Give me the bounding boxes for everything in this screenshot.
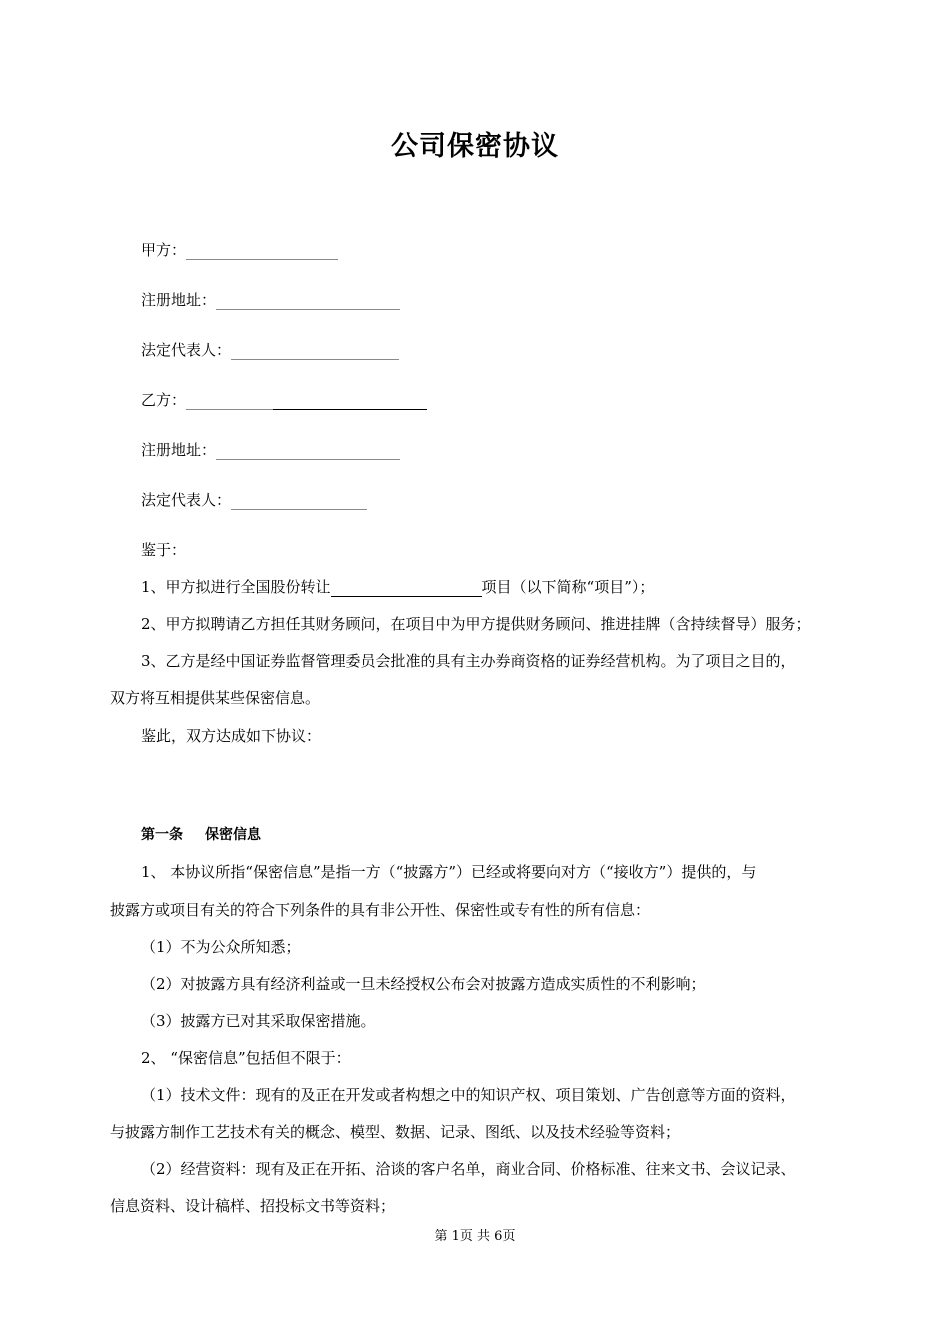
party-a-address-blank — [216, 294, 400, 310]
party-b-rep-label: 法定代表人： — [141, 491, 232, 509]
party-a-address-line — [141, 290, 400, 310]
whereas-label: 鉴于： — [141, 541, 187, 559]
clause-2-intro: 2、 “保密信息”包括但不限于： — [141, 1049, 351, 1067]
recital-1 — [141, 577, 654, 597]
article-1-title: 保密信息 — [205, 827, 261, 843]
party-b-address-label: 注册地址： — [141, 441, 217, 459]
article-1-heading — [141, 825, 261, 845]
party-b-address-blank — [216, 444, 400, 460]
document-title: 公司保密协议 — [391, 131, 559, 162]
party-a-rep-line — [141, 340, 399, 360]
recital-3-line2: 双方将互相提供某些保密信息。 — [110, 689, 321, 707]
agreement-intro: 鉴此，双方达成如下协议： — [141, 727, 322, 745]
clause-2-item-2-line2: 信息资料、设计稿样、招投标文书等资料； — [110, 1197, 396, 1215]
party-b-blank-light — [186, 394, 273, 410]
clause-1-line2: 披露方或项目有关的符合下列条件的具有非公开性、保密性或专有性的所有信息： — [110, 901, 651, 919]
recital-1-prefix: 1、甲方拟进行全国股份转让 — [141, 578, 331, 596]
party-a-rep-blank — [231, 344, 399, 360]
party-b-rep-line — [141, 490, 367, 510]
party-a-blank — [186, 244, 338, 260]
clause-1-item-2: （2）对披露方具有经济利益或一旦未经授权公布会对披露方造成实质性的不利影响； — [141, 975, 706, 993]
recital-1-suffix: 项目（以下简称“项目”）； — [481, 578, 655, 596]
clause-1-line1: 1、 本协议所指“保密信息”是指一方（“披露方”）已经或将要向对方（“接收方”）提供的，与 — [141, 863, 757, 881]
clause-1-item-3: （3）披露方已对其采取保密措施。 — [141, 1012, 376, 1030]
party-a-line — [141, 240, 338, 260]
party-b-line — [141, 390, 427, 410]
clause-1-item-1: （1）不为公众所知悉； — [141, 938, 301, 956]
recital-2: 2、甲方拟聘请乙方担任其财务顾问，在项目中为甲方提供财务顾问、推进挂牌（含持续督导）服务； — [141, 615, 811, 633]
party-b-label: 乙方： — [141, 391, 187, 409]
party-b-rep-blank — [231, 494, 367, 510]
page-footer: 第 1页 共 6页 — [434, 1229, 516, 1244]
party-a-address-label: 注册地址： — [141, 291, 217, 309]
clause-2-item-1-line2: 与披露方制作工艺技术有关的概念、模型、数据、记录、图纸、以及技术经验等资料； — [110, 1123, 681, 1141]
clause-2-item-2-line1: （2）经营资料：现有及正在开拓、洽谈的客户名单，商业合同、价格标准、往来文书、会议记录、 — [141, 1160, 796, 1178]
party-a-rep-label: 法定代表人： — [141, 341, 232, 359]
party-b-address-line — [141, 440, 400, 460]
party-a-label: 甲方： — [141, 241, 187, 259]
article-1-number: 第一条 — [141, 827, 183, 843]
party-b-blank-solid — [273, 394, 427, 410]
recital-3-line1: 3、乙方是经中国证券监督管理委员会批准的具有主办券商资格的证券经营机构。为了项目之目的， — [141, 652, 796, 670]
clause-2-item-1-line1: （1）技术文件：现有的及正在开发或者构想之中的知识产权、项目策划、广告创意等方面的资料， — [141, 1086, 796, 1104]
recital-1-blank — [331, 581, 482, 597]
